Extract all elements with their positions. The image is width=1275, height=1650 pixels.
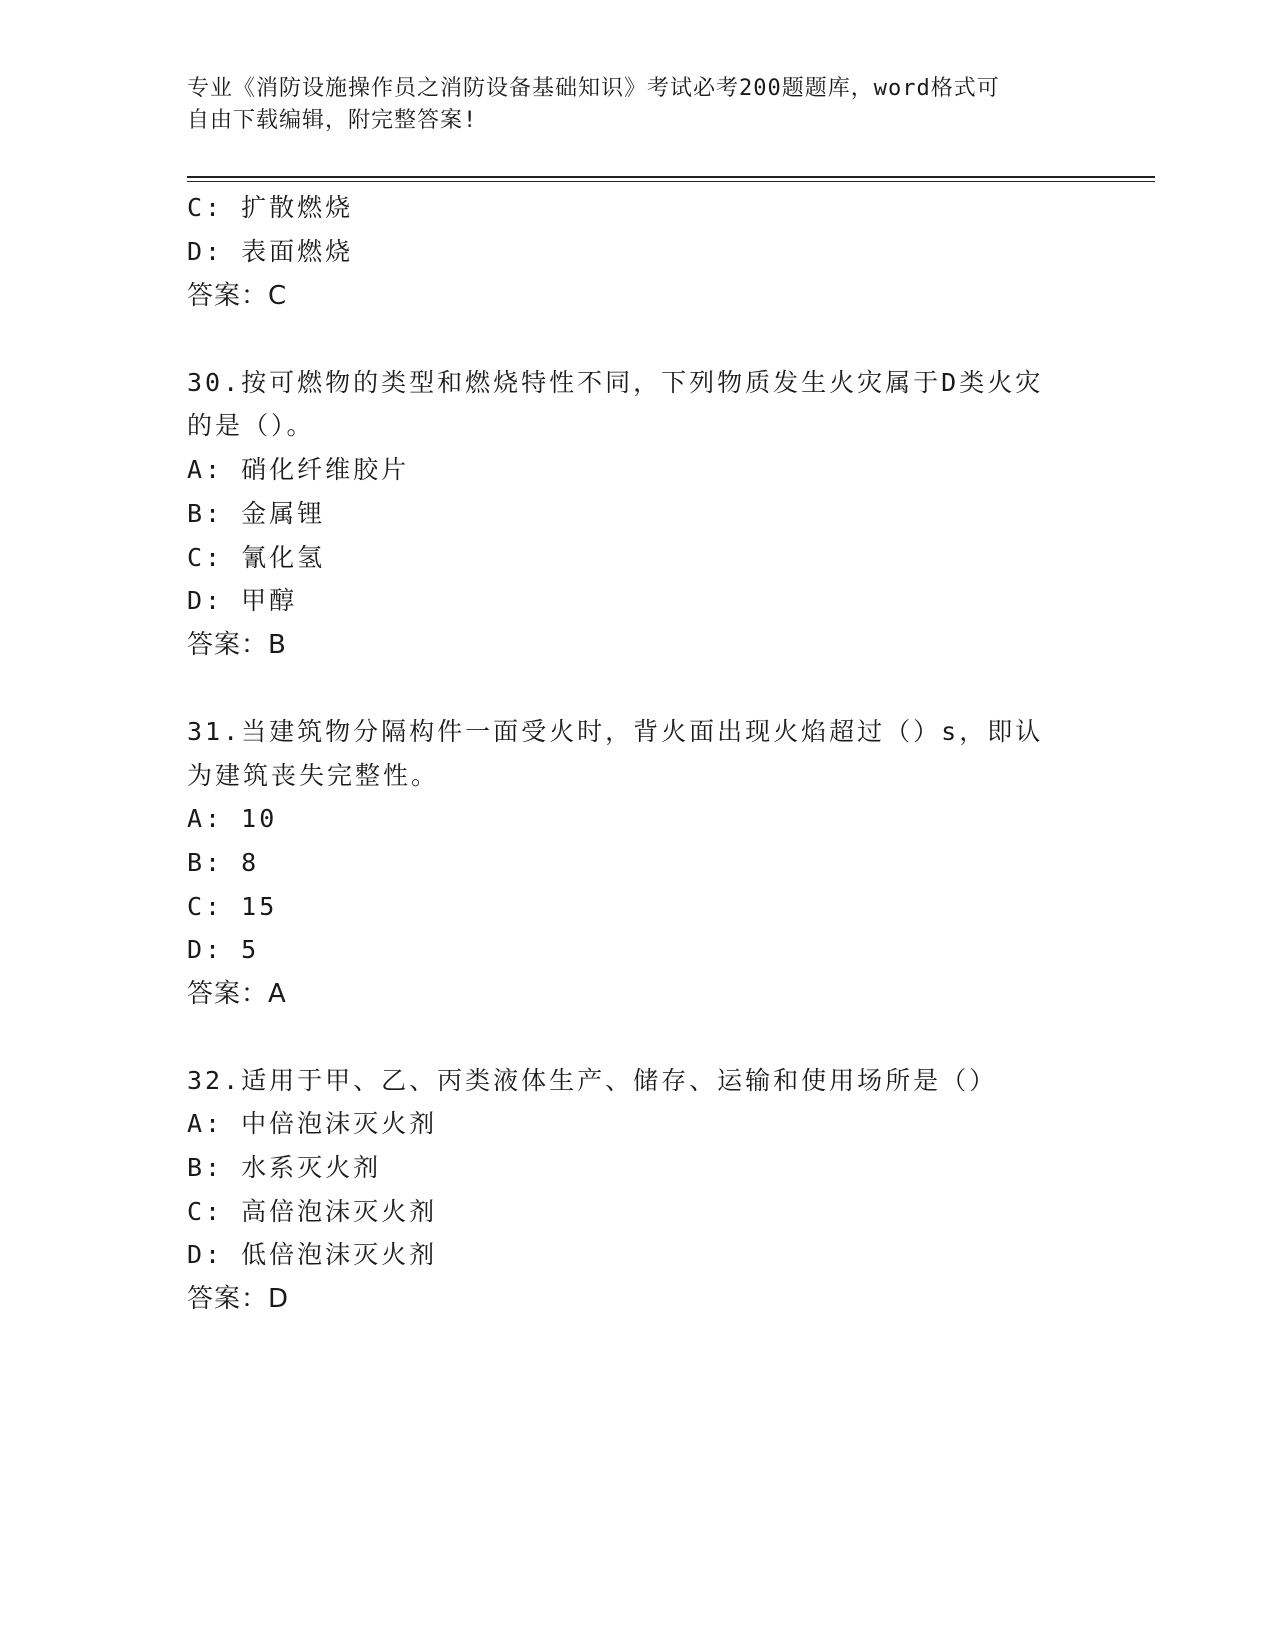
q30-option-d: D: 甲醇 — [187, 586, 298, 615]
header-divider-thin — [187, 181, 1155, 182]
q29-option-d: D: 表面燃烧 — [187, 237, 354, 266]
q32-option-c: C: 高倍泡沫灭火剂 — [187, 1197, 438, 1226]
q31-option-c: C: 15 — [187, 892, 278, 921]
q31-stem-line-2: 为建筑丧失完整性。 — [187, 761, 440, 790]
q30-stem-line-1: 30.按可燃物的类型和燃烧特性不同，下列物质发生火灾属于D类火灾 — [187, 368, 1044, 397]
q30-option-b: B: 金属锂 — [187, 499, 326, 528]
q31-option-b: B: 8 — [187, 848, 260, 877]
document-header — [187, 73, 1087, 137]
q30-answer: 答案：B — [187, 630, 287, 660]
q32-option-b: B: 水系灭火剂 — [187, 1153, 382, 1182]
q31-option-a: A: 10 — [187, 804, 278, 833]
q32-option-d: D: 低倍泡沫灭火剂 — [187, 1240, 438, 1269]
q30-option-c: C: 氰化氢 — [187, 543, 326, 572]
q32-option-a: A: 中倍泡沫灭火剂 — [187, 1109, 438, 1138]
q31-answer: 答案：A — [187, 979, 287, 1009]
q32-stem-line-1: 32.适用于甲、乙、丙类液体生产、储存、运输和使用场所是（） — [187, 1066, 998, 1095]
q29-answer: 答案：C — [187, 281, 288, 311]
header-divider-thick — [187, 176, 1155, 178]
header-title-line-2: 自由下载编辑，附完整答案! — [187, 108, 478, 133]
q29-option-c: C: 扩散燃烧 — [187, 193, 354, 222]
q30-stem-line-2: 的是（）。 — [187, 411, 315, 440]
q32-answer: 答案：D — [187, 1284, 290, 1314]
q31-stem-line-1: 31.当建筑物分隔构件一面受火时，背火面出现火焰超过（）s，即认 — [187, 717, 1044, 746]
header-title-line-1: 专业《消防设施操作员之消防设备基础知识》考试必考200题题库，word格式可 — [187, 76, 1000, 101]
q30-option-a: A: 硝化纤维胶片 — [187, 455, 410, 484]
q31-option-d: D: 5 — [187, 935, 260, 964]
